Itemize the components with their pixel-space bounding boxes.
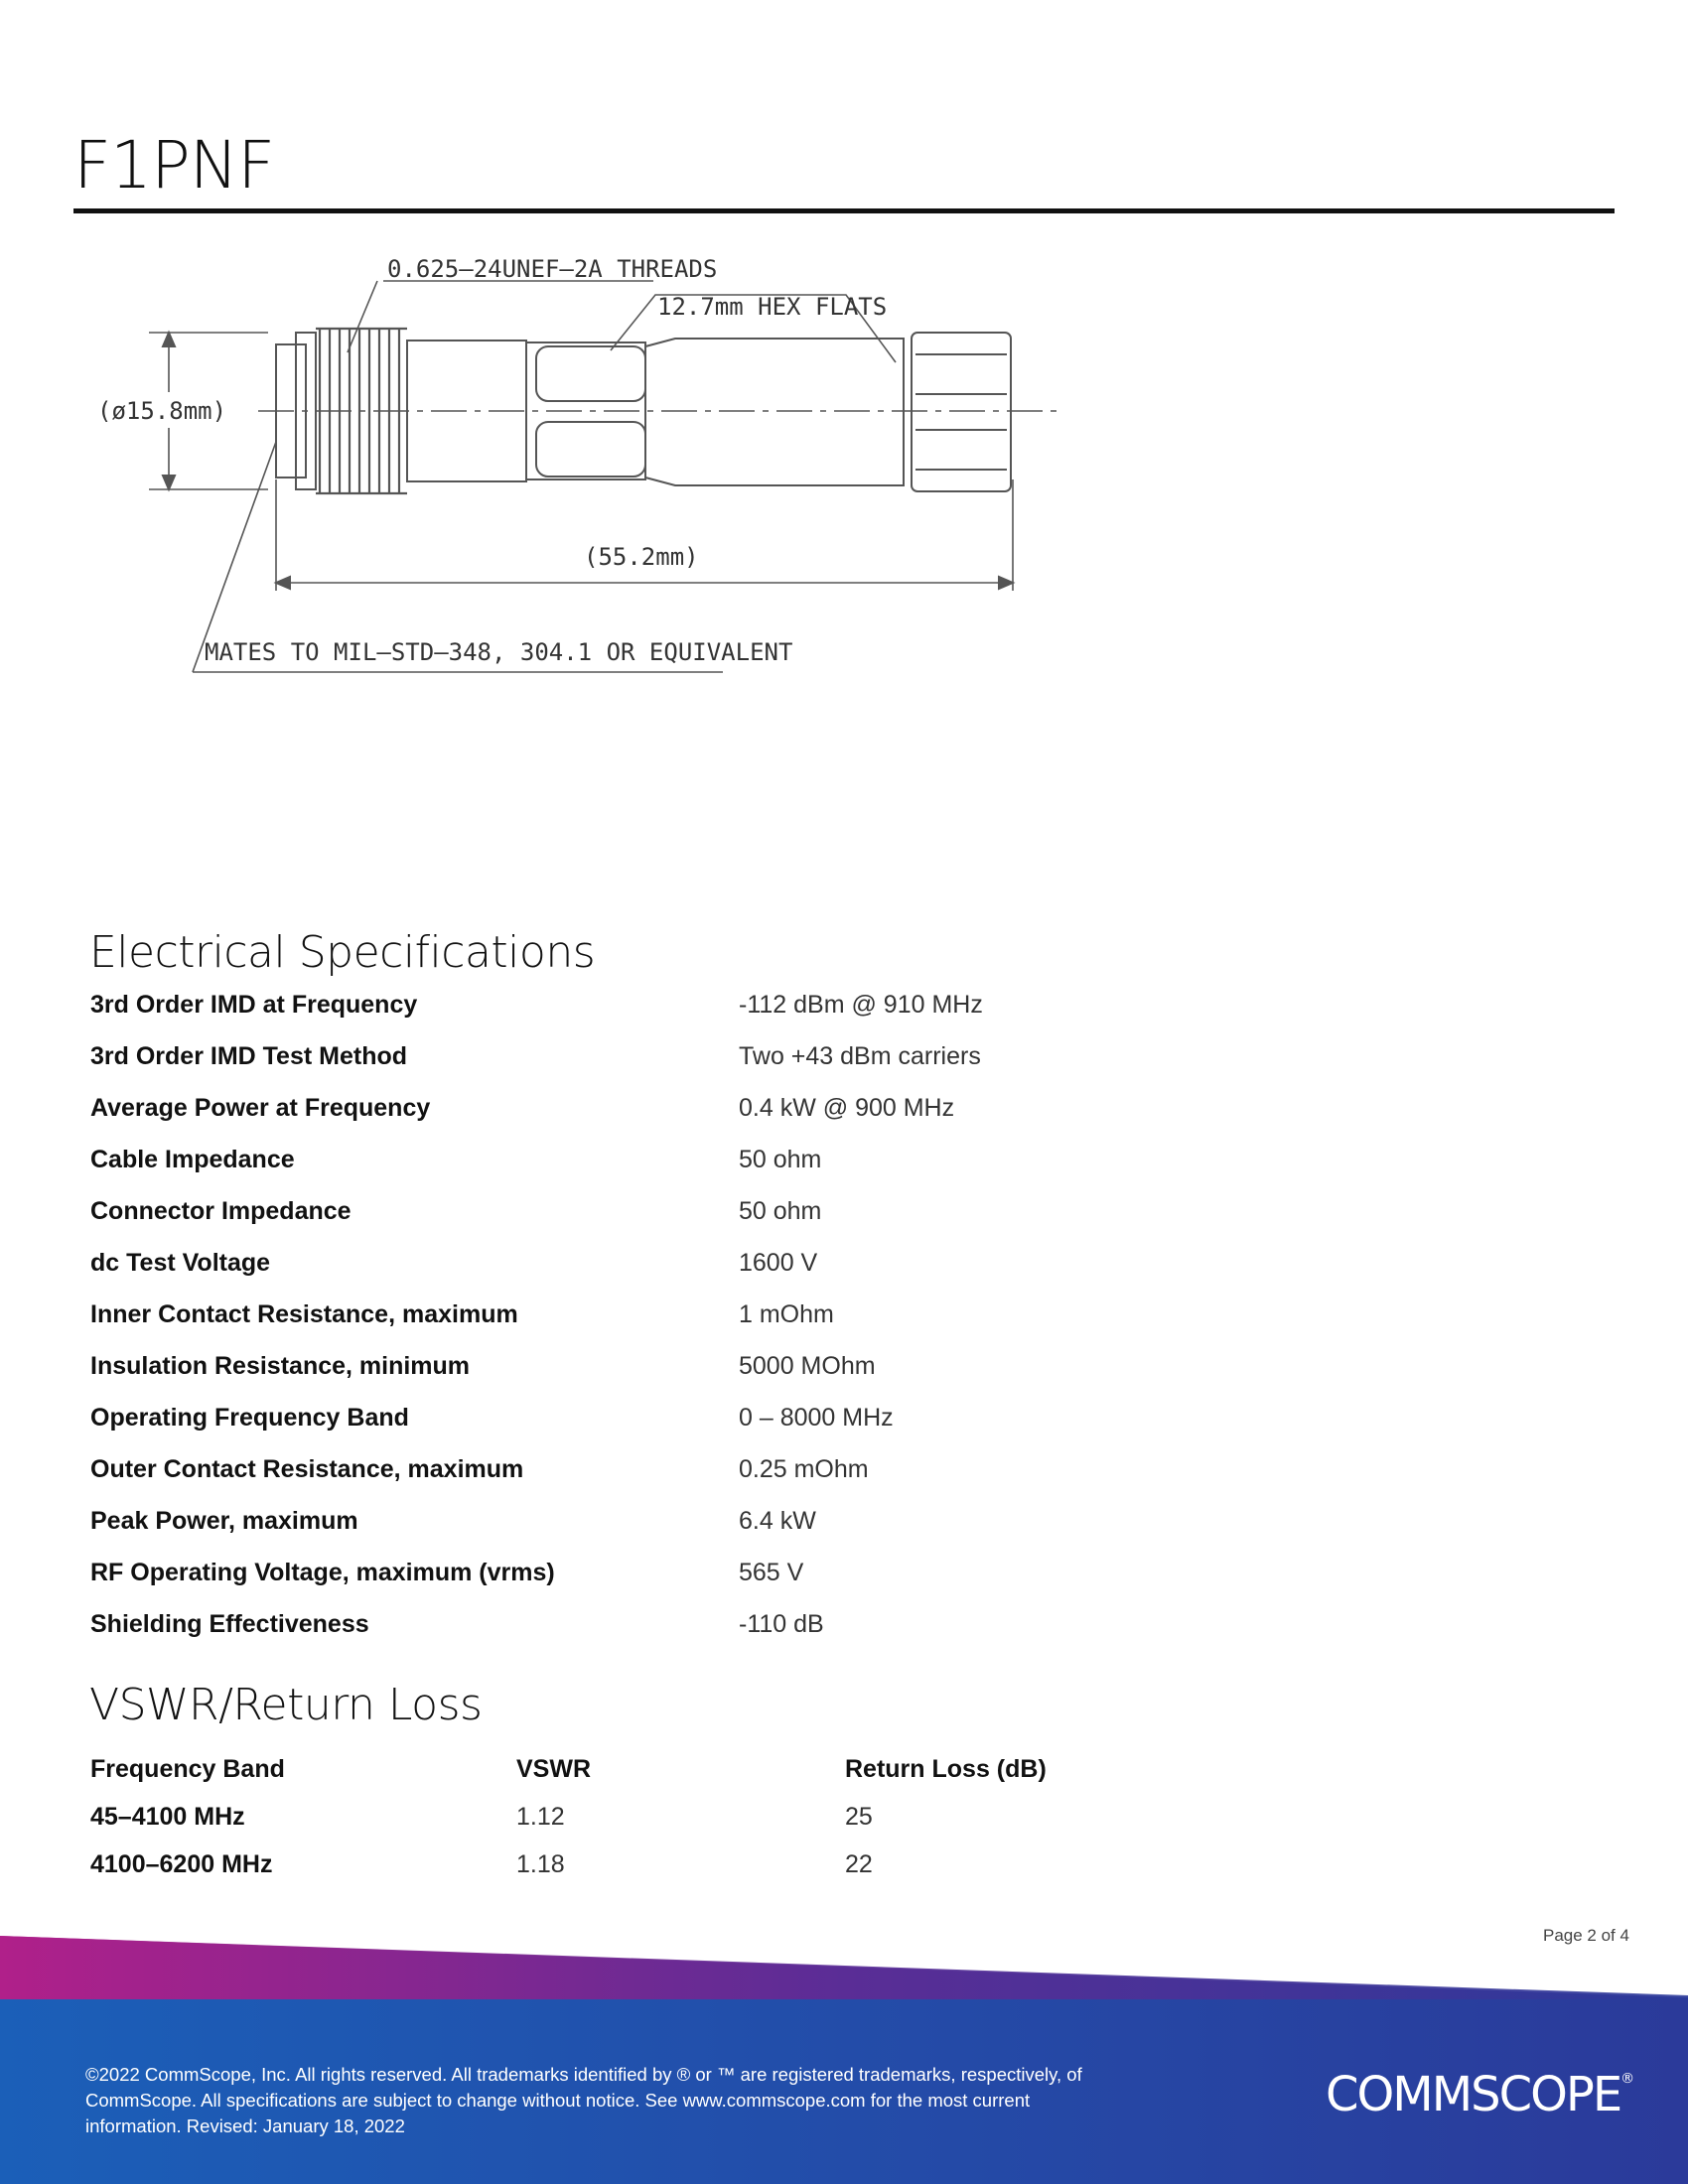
threads-label: 0.625–24UNEF–2A THREADS (387, 255, 718, 283)
electrical-specs-heading: Electrical Specifications (89, 927, 596, 978)
spec-value: 50 ohm (739, 1197, 822, 1225)
spec-value: 565 V (739, 1559, 804, 1586)
spec-label: Insulation Resistance, minimum (90, 1352, 471, 1380)
vswr-heading: VSWR/Return Loss (89, 1680, 483, 1730)
frequency-band-cell: 4100–6200 MHz (90, 1850, 273, 1878)
vswr-cell: 1.18 (516, 1850, 565, 1878)
spec-row (90, 1559, 1282, 1610)
return-loss-cell: 25 (845, 1803, 873, 1831)
return-loss-cell: 22 (845, 1850, 873, 1878)
spec-label: 3rd Order IMD at Frequency (90, 991, 418, 1019)
column-header: VSWR (516, 1755, 591, 1783)
spec-value: 5000 MOhm (739, 1352, 876, 1380)
spec-value: Two +43 dBm carriers (739, 1042, 981, 1070)
length-label: (55.2mm) (584, 543, 699, 571)
spec-row (90, 1197, 1282, 1249)
spec-label: Peak Power, maximum (90, 1507, 358, 1535)
commscope-logo (1326, 2067, 1634, 2122)
spec-row (90, 1249, 1282, 1300)
spec-label: Outer Contact Resistance, maximum (90, 1455, 524, 1483)
spec-label: 3rd Order IMD Test Method (90, 1042, 408, 1070)
spec-value: 50 ohm (739, 1146, 822, 1173)
spec-label: Connector Impedance (90, 1197, 352, 1225)
spec-row (90, 1507, 1282, 1559)
frequency-band-cell: 45–4100 MHz (90, 1803, 245, 1831)
spec-label: Average Power at Frequency (90, 1094, 431, 1122)
spec-value: 0 – 8000 MHz (739, 1404, 894, 1432)
column-header: Return Loss (dB) (845, 1755, 1047, 1783)
mates-label: MATES TO MIL–STD–348, 304.1 OR EQUIVALENT (205, 638, 793, 666)
diameter-label: (ø15.8mm) (97, 397, 227, 425)
spec-row (90, 1300, 1282, 1352)
spec-value: 6.4 kW (739, 1507, 816, 1535)
spec-label: dc Test Voltage (90, 1249, 271, 1277)
spec-row (90, 991, 1282, 1042)
page-title: F1PNF (73, 127, 275, 204)
electrical-specs-table (90, 991, 1282, 1662)
spec-value: 0.4 kW @ 900 MHz (739, 1094, 955, 1122)
spec-row (90, 1094, 1282, 1146)
spec-row (90, 1352, 1282, 1404)
vswr-table (90, 1755, 1282, 1898)
vswr-cell: 1.12 (516, 1803, 565, 1831)
spec-value: -112 dBm @ 910 MHz (739, 991, 983, 1019)
connector-drawing (97, 255, 1082, 859)
spec-value: 1 mOhm (739, 1300, 834, 1328)
spec-value: 1600 V (739, 1249, 818, 1277)
spec-row (90, 1610, 1282, 1662)
footer-legal-text: ©2022 CommScope, Inc. All rights reserved. All trademarks identified by ® or ™ are registered trademarks, respectively, of CommScope. All specifications are subject to change without notice. See www.commscope.com for the most current information. Revised: January 18, 2022 (85, 2064, 1082, 2136)
table-row (90, 1850, 1282, 1898)
page-number: Page 2 of 4 (1543, 1926, 1629, 1945)
spec-label: Cable Impedance (90, 1146, 295, 1173)
title-divider (73, 208, 1615, 213)
table-row (90, 1803, 1282, 1850)
hex-flats-label: 12.7mm HEX FLATS (657, 293, 888, 321)
spec-row (90, 1042, 1282, 1094)
spec-row (90, 1404, 1282, 1455)
spec-label: Shielding Effectiveness (90, 1610, 369, 1638)
spec-value: 0.25 mOhm (739, 1455, 869, 1483)
spec-label: Inner Contact Resistance, maximum (90, 1300, 518, 1328)
spec-label: RF Operating Voltage, maximum (vrms) (90, 1559, 555, 1586)
vswr-header-row (90, 1755, 1282, 1803)
spec-row (90, 1146, 1282, 1197)
registered-mark: ® (1620, 2071, 1635, 2087)
spec-row (90, 1455, 1282, 1507)
spec-label: Operating Frequency Band (90, 1404, 409, 1432)
logo-wordmark: COMMSCOPE (1326, 2067, 1621, 2122)
footer-band (0, 1936, 1688, 2184)
column-header: Frequency Band (90, 1755, 285, 1783)
spec-value: -110 dB (739, 1610, 824, 1638)
